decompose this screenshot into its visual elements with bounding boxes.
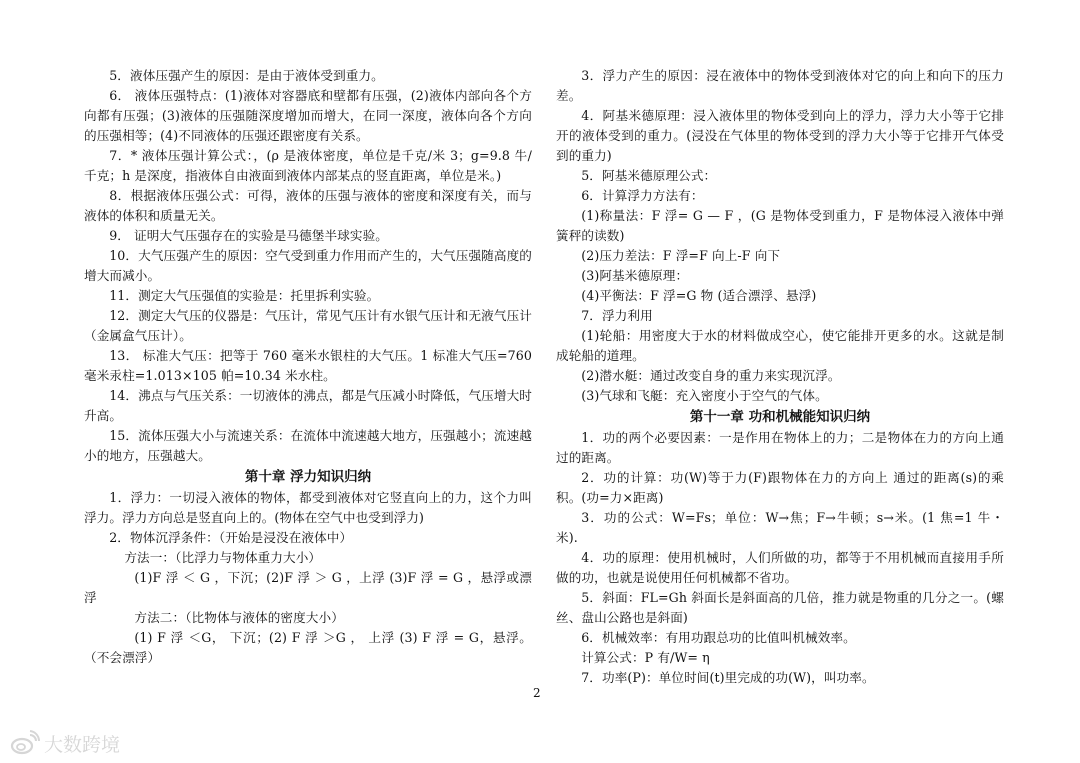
page-number: 2: [533, 686, 541, 700]
paragraph: 4．功的原理：使用机械时，人们所做的功，都等于不用机械而直接用手所做的功，也就是说使用任何机械都不省功。: [556, 550, 1004, 585]
chapter-heading: 第十章 浮力知识归纳: [244, 469, 372, 485]
paragraph: (1)轮船：用密度大于水的材料做成空心，使它能排开更多的水。这就是制成轮船的道理。: [556, 328, 1004, 363]
paragraph: 7．浮力利用: [581, 308, 653, 323]
paragraph: 7．功率(P)：单位时间(t)里完成的功(W)，叫功率。: [581, 670, 875, 685]
paragraph: 14．沸点与气压关系：一切液体的沸点，都是气压减小时降低，气压增大时升高。: [84, 388, 532, 423]
paragraph: (1)称量法：F 浮= G — F ，(G 是物体受到重力，F 是物体浸入液体中弹簧秤的读数): [556, 208, 1004, 243]
paragraph: 12．测定大气压的仪器是：气压计，常见气压计有水银气压计和无液气压计（金属盒气压计）。: [84, 308, 532, 343]
paragraph: (1)F 浮 ＜ G ，下沉；(2)F 浮 ＞ G ，上浮 (3)F 浮 = G ，悬浮或漂浮: [84, 570, 532, 605]
paragraph: 5．液体压强产生的原因：是由于液体受到重力。: [109, 68, 384, 83]
paragraph: (3)气球和飞艇：充入密度小于空气的气体。: [581, 388, 828, 403]
watermark-text: 大数跨境: [44, 733, 121, 756]
paragraph: 6．机械效率：有用功跟总功的比值叫机械效率。: [581, 630, 856, 645]
paragraph: 方法一：（比浮力与物体重力大小）: [124, 550, 322, 565]
paragraph: 2．功的计算：功(W)等于力(F)跟物体在力的方向上 通过的距离(s)的乘积。(功=力×距离): [556, 470, 1004, 505]
paragraph: (4)平衡法：F 浮=G 物 (适合漂浮、悬浮): [581, 288, 817, 303]
paragraph: (3)阿基米德原理：: [581, 268, 689, 283]
watermark: [10, 728, 120, 758]
paragraph: 2．物体沉浮条件：（开始是浸没在液体中）: [109, 530, 353, 545]
paragraph: 5．阿基米德原理公式：: [581, 168, 717, 183]
paragraph: (2)压力差法：F 浮=F 向上-F 向下: [581, 248, 781, 263]
paragraph: 10．大气压强产生的原因：空气受到重力作用而产生的，大气压强随高度的增大而减小。: [84, 248, 532, 283]
paragraph: 15．流体压强大小与流速关系：在流体中流速越大地方，压强越小；流速越小的地方，压强越大。: [84, 428, 532, 463]
paragraph: 13． 标准大气压：把等于 760 毫米水银柱的大气压。1 标准大气压=760 毫米汞柱=1.013×105 帕=10.34 米水柱。: [84, 348, 532, 383]
weibo-logo-icon: [10, 730, 40, 756]
paragraph: 9． 证明大气压强存在的实验是马德堡半球实验。: [109, 228, 388, 243]
paragraph: 1．浮力：一切浸入液体的物体，都受到液体对它竖直向上的力，这个力叫浮力。浮力方向总是竖直向上的。(物体在空气中也受到浮力): [84, 490, 532, 525]
paragraph: 3．浮力产生的原因：浸在液体中的物体受到液体对它的向上和向下的压力差。: [556, 68, 1004, 103]
right-column: [556, 66, 1004, 688]
paragraph: 5．斜面：FL=Gh 斜面长是斜面高的几倍，推力就是物重的几分之一。(螺丝、盘山公路也是斜面): [556, 590, 1004, 625]
chapter-heading: 第十一章 功和机械能知识归纳: [689, 409, 871, 425]
paragraph: 计算公式：P 有/W= η: [581, 650, 710, 665]
paragraph: 6．计算浮力方法有：: [581, 188, 704, 203]
paragraph: (1) F 浮 ＜G， 下沉；(2) F 浮 ＞G ， 上浮 (3) F 浮 = G，悬浮。（不会漂浮）: [84, 630, 532, 665]
paragraph: 7．* 液体压强计算公式：，(ρ 是液体密度，单位是千克/米 3；g=9.8 牛/千克；h 是深度，指液体自由液面到液体内部某点的竖直距离，单位是米。): [84, 148, 532, 183]
paragraph: 3．功的公式：W=Fs；单位：W→焦；F→牛顿；s→米。(1 焦=1 牛・米).: [556, 510, 1004, 545]
left-column: [84, 66, 532, 668]
paragraph: 8．根据液体压强公式：可得，液体的压强与液体的密度和深度有关，而与液体的体积和质量无关。: [84, 188, 532, 223]
paragraph: 6． 液体压强特点：(1)液体对容器底和壁都有压强，(2)液体内部向各个方向都有压强；(3)液体的压强随深度增加而增大，在同一深度，液体向各个方向的压强相等；(4)不同液体的压强还跟密度有关系。: [84, 88, 532, 143]
paragraph: 4．阿基米德原理：浸入液体里的物体受到向上的浮力，浮力大小等于它排开的液体受到的重力。(浸没在气体里的物体受到的浮力大小等于它排开气体受到的重力): [556, 108, 1004, 163]
paragraph: 1．功的两个必要因素：一是作用在物体上的力；二是物体在力的方向上通过的距离。: [556, 430, 1004, 465]
paragraph: 方法二：（比物体与液体的密度大小）: [134, 610, 344, 625]
paragraph: 11．测定大气压强值的实验是：托里拆利实验。: [109, 288, 380, 303]
paragraph: (2)潜水艇：通过改变自身的重力来实现沉浮。: [581, 368, 841, 383]
